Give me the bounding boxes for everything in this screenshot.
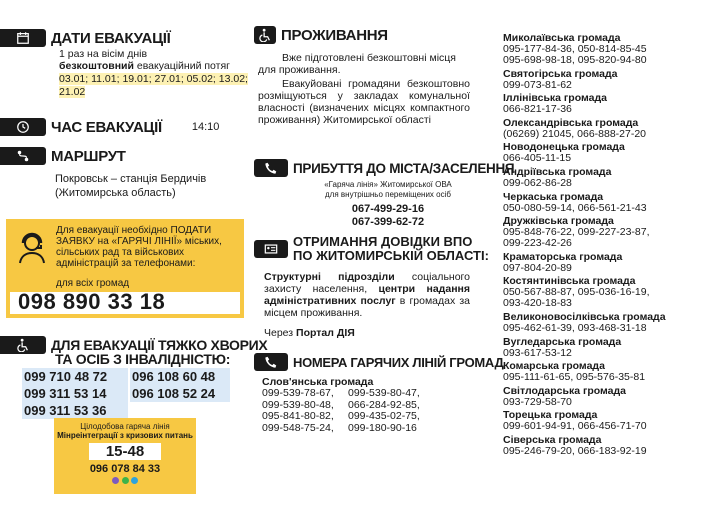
hromada-name: Великоновосілківська громада [503, 310, 666, 323]
hromada-name: Сіверська громада [503, 433, 602, 446]
phone-row [262, 388, 420, 400]
hromada-phones[interactable]: 095-246-79-20, 066-183-92-19 [503, 444, 647, 457]
hromady-list [503, 33, 715, 460]
phone-row [262, 411, 420, 423]
hromada-phones[interactable]: 095-462-61-39, 093-468-31-18 [503, 321, 647, 334]
all-communities-label: для всіх громад [56, 278, 130, 289]
hromada-phones[interactable]: 066-405-11-15 [503, 152, 572, 165]
hromada-phones[interactable]: 099-223-42-26 [503, 237, 572, 250]
hromada-phones[interactable]: 093-420-18-83 [503, 297, 572, 310]
hromada-item [503, 337, 715, 359]
vpo-title: ОТРИМАННЯ ДОВІДКИ ВПО ПО ЖИТОМИРСЬКІЙ ОБЛАСТІ: [293, 234, 489, 263]
hromada-phone[interactable]: 099-539-80-48, [262, 398, 334, 411]
hromada-phones[interactable]: 097-804-20-89 [503, 261, 572, 274]
hromada-phone[interactable]: 099-548-75-24, [262, 421, 334, 434]
hromada-name: Комарська громада [503, 360, 605, 373]
hromada-item [503, 216, 715, 249]
living-header [254, 26, 388, 44]
phone-row [262, 423, 420, 435]
disabled-phone[interactable]: 099 311 53 36 [22, 402, 128, 419]
hromada-phones[interactable]: 050-080-59-14, 066-561-21-43 [503, 201, 647, 214]
hromada-phone[interactable]: 099-180-90-16 [348, 421, 417, 434]
hromada-name: Торецька громада [503, 409, 598, 422]
operator-headset-icon [14, 229, 50, 265]
hromada-phones[interactable]: 050-567-88-87, 095-036-16-19, [503, 286, 650, 299]
vpo-header [254, 235, 489, 263]
arrival-title: ПРИБУТТЯ ДО МІСТА/ЗАСЕЛЕННЯ [293, 160, 515, 176]
hromada-item [503, 142, 715, 164]
hromada-item [503, 167, 715, 189]
phone-icon [264, 161, 278, 175]
hromady-header [254, 353, 503, 371]
hromada-phones[interactable]: 099-062-86-28 [503, 176, 572, 189]
wheelchair-icon [16, 338, 30, 352]
hromada-name: Дружківська громада [503, 215, 614, 228]
arrival-phone[interactable]: 067-399-62-72 [351, 216, 425, 228]
hromada-item [503, 93, 715, 115]
living-p1: Вже підготовлені безкоштовні місця для проживання. [258, 52, 456, 76]
dates-list: 03.01; 11.01; 19.01; 27.01; 05.02; 13.02; [59, 73, 248, 85]
dates-header [0, 29, 170, 47]
slovyansk-name: Слов'янська громада [262, 376, 374, 388]
hromada-item [503, 410, 715, 432]
time-value: 14:10 [191, 121, 220, 133]
disabled-phone[interactable]: 096 108 52 24 [130, 385, 230, 402]
hromada-name: Андріївська громада [503, 165, 612, 178]
wheelchair-icon [258, 28, 272, 42]
hromada-name: Краматорська громада [503, 250, 623, 263]
id-card-icon [264, 242, 278, 256]
viber-icon [112, 477, 119, 484]
living-p2: Евакуйованi громадяни безкоштовно розміщуються у закладах комунальної власності (визначених місцях компактного проживання) Житомирської області [258, 78, 470, 126]
hromada-name: Вугледарська громада [503, 335, 622, 348]
hromada-phones[interactable]: 095-848-76-22, 099-227-23-87, [503, 226, 650, 239]
hotline-request-box [6, 219, 244, 318]
hromada-item [503, 252, 715, 274]
vpo-portal: Через Портал ДІЯ [264, 327, 355, 339]
hromada-phone[interactable]: 095-841-80-82, [262, 410, 334, 422]
hromady-title: НОМЕРА ГАРЯЧИХ ЛІНІЙ ГРОМАД [293, 354, 504, 370]
hromada-phone[interactable]: 099-539-78-67, [262, 387, 334, 399]
arrival-header [254, 159, 514, 177]
hromada-phones[interactable]: 066-821-17-36 [503, 103, 572, 116]
route-header [0, 147, 126, 165]
hromada-phones[interactable]: 093-617-53-12 [503, 346, 572, 359]
hromada-phones[interactable]: 095-177-84-36, 050-814-85-45 [503, 43, 647, 55]
dates-title: ДАТИ ЕВАКУАЦІЇ [51, 29, 171, 47]
hromada-item [503, 33, 715, 66]
main-hotline-number[interactable]: 098 890 33 18 [18, 289, 166, 314]
hromada-name: Іллінівська громада [503, 92, 607, 105]
phone-icon [264, 355, 278, 369]
crisis-hotline-box: Цілодобова гаряча лінія Мінреінтеграції з кризових питань 15-48 096 078 84 33 [54, 418, 196, 494]
hromada-name: Миколаївська громада [503, 32, 621, 44]
hromada-phones[interactable]: 099-601-94-91, 066-456-71-70 [503, 420, 647, 433]
disabled-title-2: ТА ОСІБ З ІНВАЛІДНІСТЮ: [55, 351, 231, 367]
hromada-item [503, 69, 715, 91]
vpo-text: Структурні підрозділи соціального захисту населення, центри надання адміністративних послуг в громадах за місцем проживання. [264, 271, 470, 319]
hromada-phones[interactable]: (06269) 21045, 066-888-27-20 [503, 127, 647, 140]
hromada-name: Черкаська громада [503, 190, 604, 203]
hromada-phones[interactable]: 095-698-98-18, 095-820-94-80 [503, 54, 647, 66]
hromada-name: Святогірська громада [503, 67, 618, 80]
route-text: Покровськ – станція Бердичів (Житомирська область) [55, 173, 207, 199]
dates-text: 1 раз на вісім днів безкоштовний евакуаційний потяг 03.01; 11.01; 19.01; 27.01; 05.02; 13.02; 21.02 [59, 48, 248, 98]
hromada-item [503, 435, 715, 457]
disabled-phone[interactable]: 099 710 48 72 [22, 368, 128, 385]
calendar-icon [16, 31, 30, 45]
disabled-title: ДЛЯ ЕВАКУАЦІЇ ТЯЖКО ХВОРИХ [51, 337, 268, 353]
hromada-item [503, 361, 715, 383]
hromada-item [503, 118, 715, 140]
disabled-phones-left [22, 368, 128, 419]
hromada-phone[interactable]: 099-435-02-75, [348, 410, 420, 422]
hromada-item [503, 192, 715, 214]
telegram-icon [131, 477, 138, 484]
hromada-phones[interactable]: 093-729-58-70 [503, 395, 572, 408]
crisis-phone[interactable]: 096 078 84 33 [89, 463, 161, 475]
disabled-phone[interactable]: 099 311 53 14 [22, 385, 128, 402]
hromada-item [503, 386, 715, 408]
hromada-phone[interactable]: 099-539-80-47, [348, 387, 420, 399]
hromada-name: Костянтинівська громада [503, 275, 636, 288]
hromada-item [503, 312, 715, 334]
slovyansk-phones [262, 388, 420, 434]
hromada-item [503, 276, 715, 309]
hromada-phones[interactable]: 099-073-81-62 [503, 78, 572, 91]
hromada-name: Олександрівська громада [503, 116, 639, 129]
clock-icon [16, 120, 30, 134]
disabled-phones-right [130, 368, 230, 402]
hromada-phones[interactable]: 095-111-61-65, 095-576-35-81 [503, 371, 646, 384]
time-title: ЧАС ЕВАКУАЦІЇ [51, 118, 162, 136]
time-header [0, 118, 219, 136]
disabled-phone[interactable]: 096 108 60 48 [130, 368, 230, 385]
hromada-name: Світлодарська громада [503, 384, 627, 397]
hromada-phone[interactable]: 066-284-92-85, [348, 398, 420, 411]
route-title: МАРШРУТ [51, 147, 126, 165]
arrival-phone[interactable]: 067-499-29-16 [351, 203, 425, 215]
hromada-name: Новодонецька громада [503, 141, 625, 154]
crisis-short-number[interactable]: 15-48 [89, 443, 161, 460]
route-icon [16, 149, 30, 163]
hotline-request-text: Для евакуації необхідно ПОДАТИ ЗАЯВКУ на «ГАРЯЧІ ЛІНІЇ» міських, сільських рад та військових адміністрацій за телефонами: [56, 225, 222, 269]
whatsapp-icon [122, 477, 129, 484]
living-title: ПРОЖИВАННЯ [281, 26, 388, 44]
